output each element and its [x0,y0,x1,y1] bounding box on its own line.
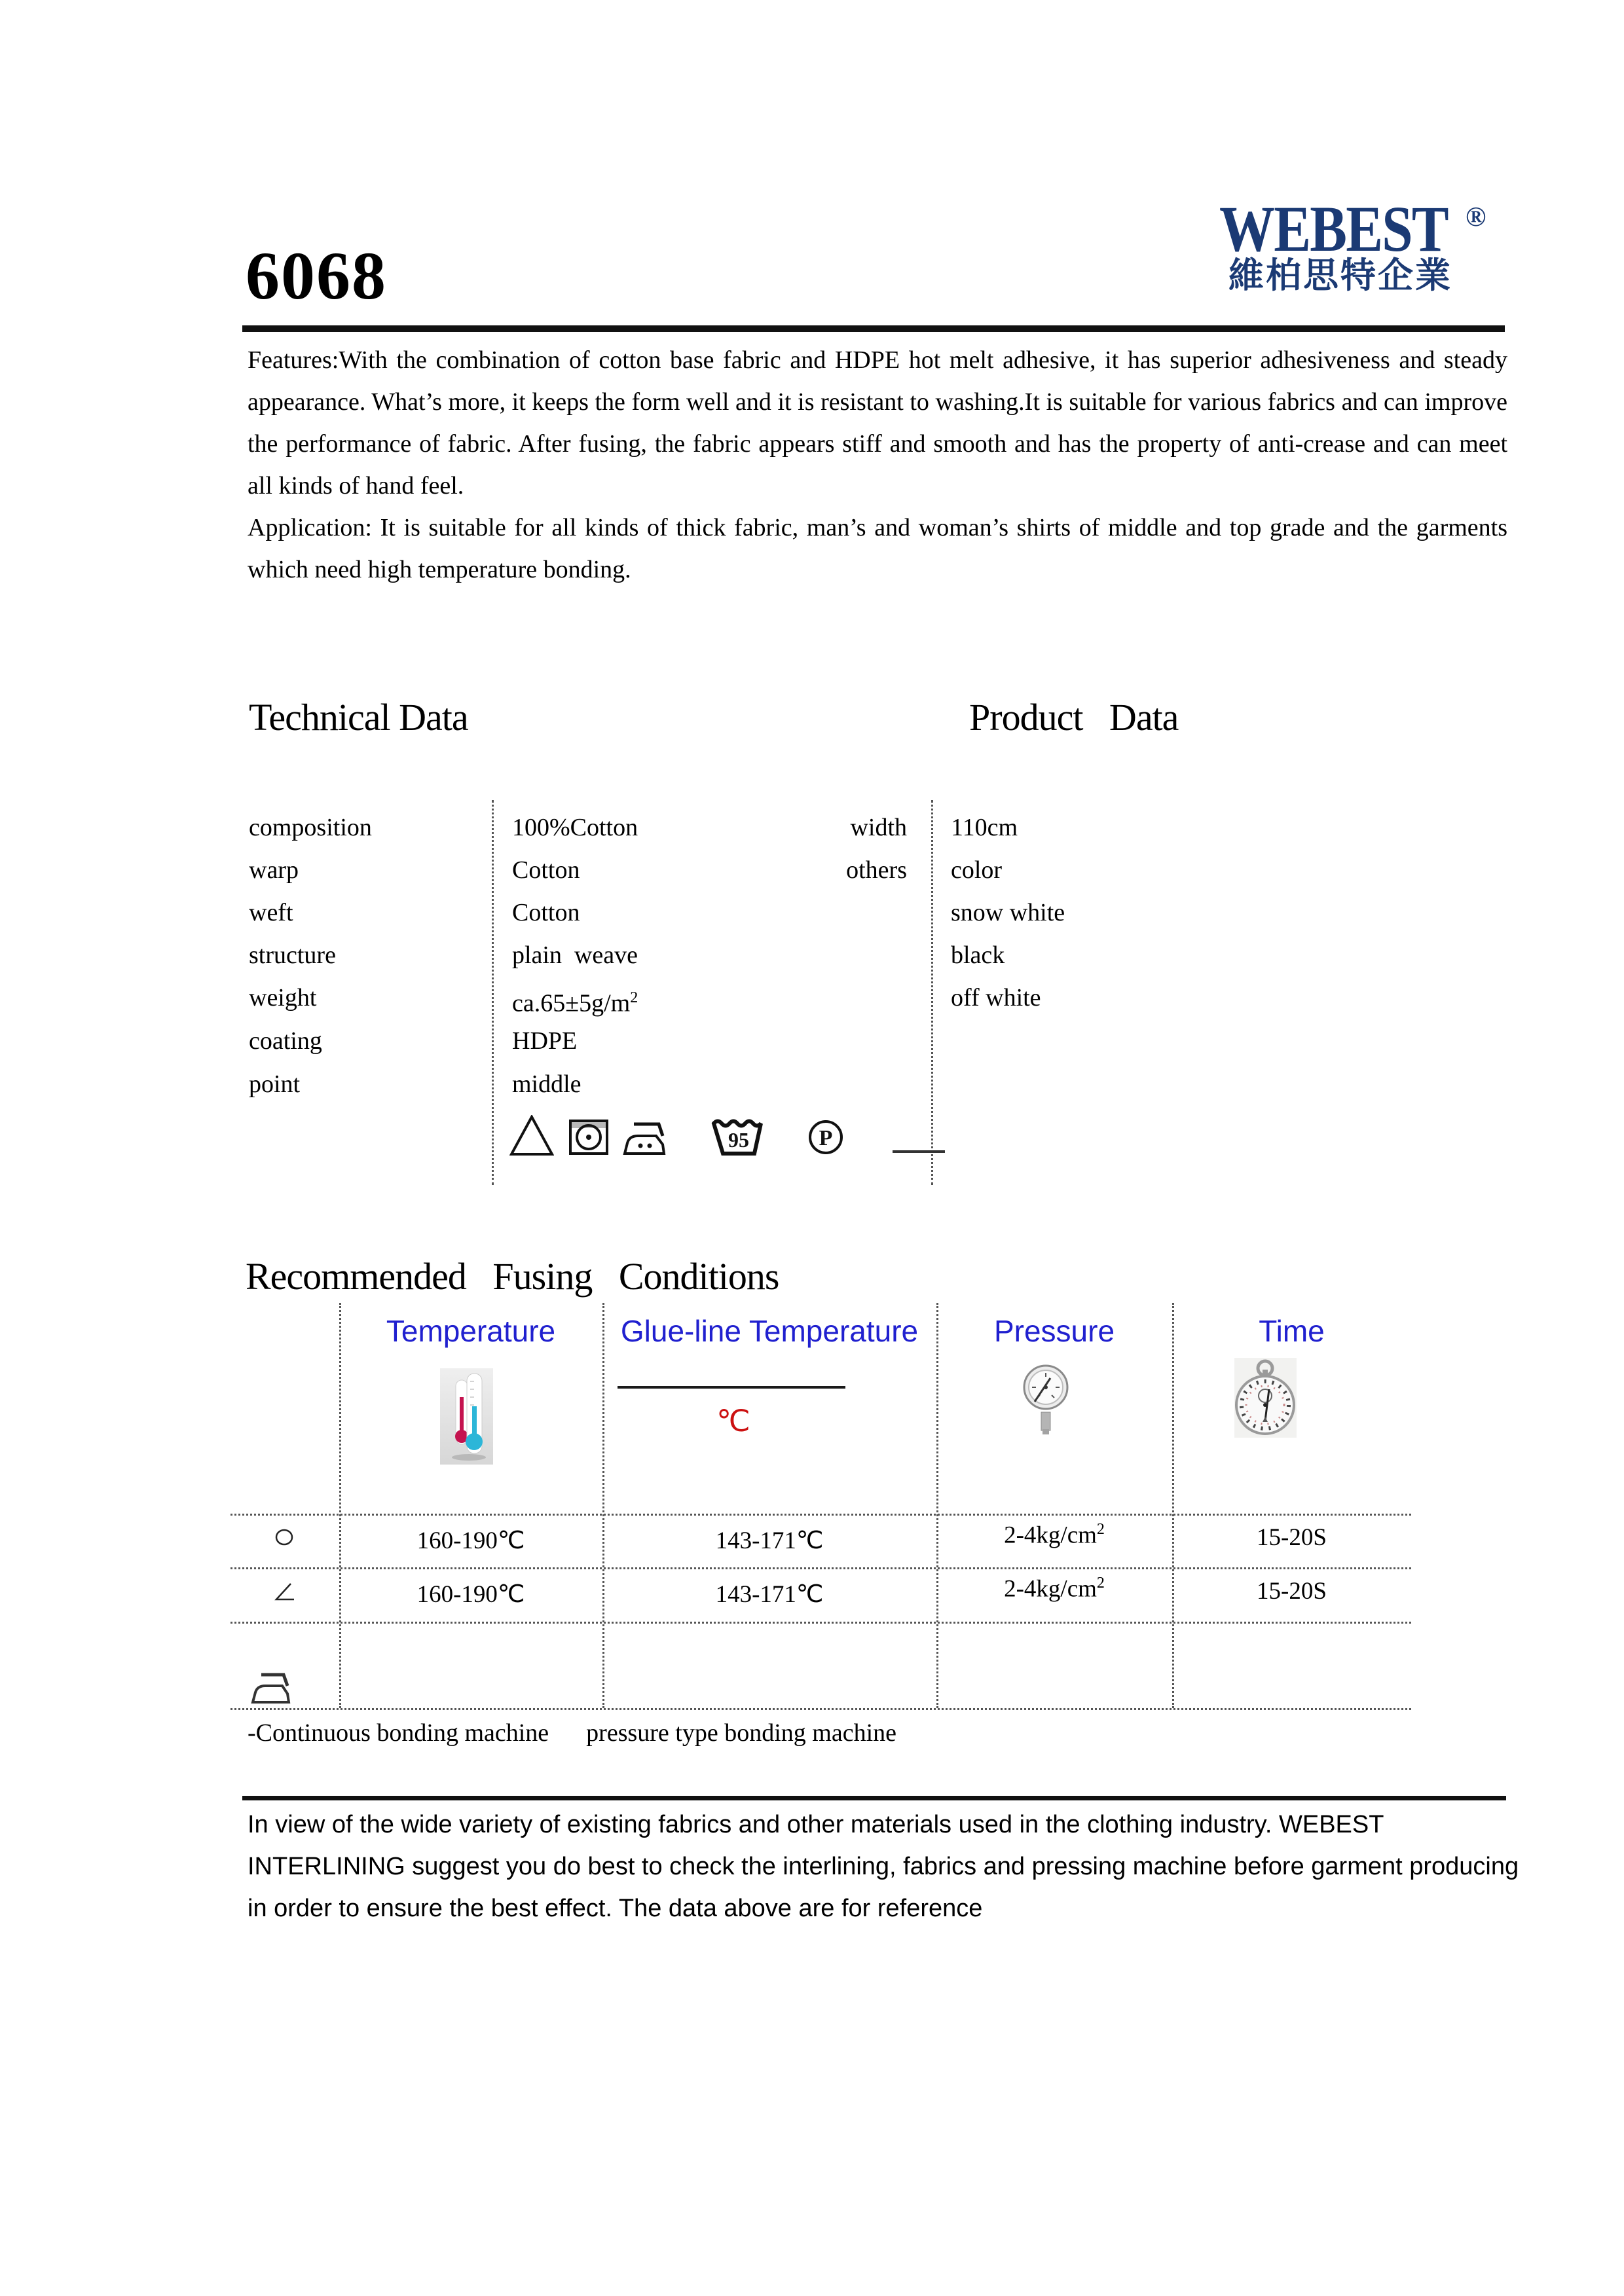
tech-label-composition: composition [249,814,372,841]
fusing-row-divider-3 [231,1622,1411,1624]
footer-line-2: INTERLINING suggest you do best to check the interlining, fabrics and pressing machine before garment producing [248,1853,1519,1880]
row2-temperature: 160-190℃ [416,1581,525,1608]
product-value-black: black [951,941,1005,969]
glue-line-underline [618,1386,845,1389]
tech-table-divider-1 [492,800,494,1185]
fusing-row-divider-2 [231,1567,1411,1569]
tech-value-point: middle [512,1070,581,1098]
features-paragraph: Features:With the combination of cotton base fabric and HDPE hot melt adhesive, it has superior adhesiveness and steady appearance. What’s more, it keeps the form well and it is resistant to washing.It is suitable for various fabrics and can improve the performance of fabric. After fusing, the fabric appears stiff and smooth and has the property of anti-crease and can meet all kinds of hand feel. [248,346,1507,500]
row1-pressure-text: 2-4kg/cm [1004,1522,1097,1549]
row2-pressure-sup: 2 [1096,1575,1105,1592]
fusing-col-glue-line-temperature: Glue-line Temperature [620,1314,919,1348]
row2-glue-line: 143-171℃ [715,1581,824,1608]
row1-glue-line: 143-171℃ [715,1527,824,1554]
product-value-off-white: off white [951,984,1041,1011]
row2-pressure-text: 2-4kg/cm [1004,1575,1097,1603]
fusing-col-divider-1 [339,1303,341,1708]
product-label-width: width [850,814,907,841]
product-value-width: 110cm [951,814,1018,841]
technical-data-heading: Technical Data [249,696,468,738]
tech-value-structure: plain weave [512,941,638,969]
tech-label-coating: coating [249,1027,322,1055]
fusing-conditions-heading: Recommended Fusing Conditions [246,1255,779,1298]
triangle-bleach-icon [509,1115,554,1157]
thermometer-icon [440,1368,493,1465]
row1-time: 15-20S [1257,1524,1327,1551]
tech-value-weight [512,983,638,1018]
fusing-col-temperature: Temperature [386,1314,556,1348]
fusing-col-divider-3 [936,1303,938,1708]
fusing-caption: -Continuous bonding machine pressure type bonding machine [248,1719,896,1747]
fusing-col-time: Time [1259,1314,1325,1348]
row-symbol-iron-icon [251,1668,293,1705]
dryclean-P-icon [807,1120,845,1155]
tech-label-weight: weight [249,984,317,1011]
row-symbol-angle-icon [273,1582,295,1601]
stopwatch-icon [1234,1358,1297,1438]
iron-two-dots-icon [622,1118,669,1156]
tech-value-warp: Cotton [512,856,580,884]
fusing-row-divider-4 [231,1708,1411,1710]
page-title: 6068 [246,238,387,314]
tech-value-weft: Cotton [512,899,580,926]
application-paragraph: Application: It is suitable for all kinds of thick fabric, man’s and woman’s shirts of middle and top grade and the garments which need high temperature bonding. [248,514,1507,583]
product-label-others: others [846,856,907,884]
brand-logo: WEBEST [1219,192,1448,265]
row2-time: 15-20S [1257,1578,1327,1605]
tech-label-structure: structure [249,941,336,969]
footer-line-3: in order to ensure the best effect. The data above are for reference [248,1895,983,1922]
row1-pressure [936,1521,1172,1549]
tech-value-weight-sup: 2 [630,989,638,1006]
tech-label-weft: weft [249,899,293,926]
fusing-col-divider-2 [602,1303,604,1708]
product-value-color: color [951,856,1003,884]
row1-pressure-sup: 2 [1096,1521,1105,1538]
header-divider [242,325,1505,332]
tech-value-weight-text: ca.65±5g/m [512,989,631,1017]
fusing-col-divider-4 [1172,1303,1174,1708]
glue-line-unit: ℃ [716,1404,750,1438]
footer-line-1: In view of the wide variety of existing fabrics and other materials used in the clothing industry. WEBEST [248,1811,1384,1838]
product-data-heading: Product Data [969,696,1179,738]
underscore-icon [893,1150,945,1153]
brand-logo-chinese: 維柏思特企業 [1228,256,1452,295]
tech-value-composition: 100%Cotton [512,814,638,841]
row1-temperature: 160-190℃ [416,1527,525,1554]
product-value-snow-white: snow white [951,899,1065,926]
tech-table-divider-2 [931,800,933,1185]
tumble-dry-icon [568,1119,609,1156]
washtub-95-icon [711,1117,767,1157]
registered-trademark-icon: ® [1466,202,1486,232]
row-symbol-circle-icon [274,1528,294,1546]
tech-value-coating: HDPE [512,1027,578,1055]
dryclean-letter: P [819,1126,833,1150]
row2-pressure [936,1575,1172,1603]
tech-label-point: point [249,1070,301,1098]
fusing-row-divider-1 [231,1514,1411,1516]
footer-divider [242,1796,1506,1800]
tech-label-warp: warp [249,856,299,884]
fusing-col-pressure: Pressure [993,1314,1115,1348]
washtub-number: 95 [728,1128,749,1152]
pressure-gauge-icon [1023,1356,1069,1440]
